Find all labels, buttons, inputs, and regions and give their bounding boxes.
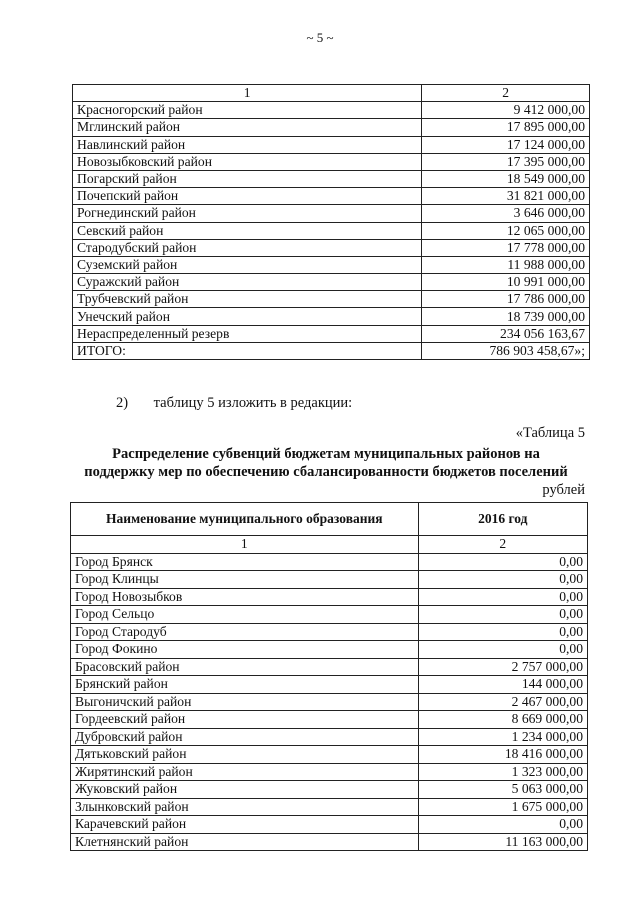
row-name: Город Брянск bbox=[71, 553, 419, 571]
row-value: 9 412 000,00 bbox=[422, 102, 590, 119]
instruction-line bbox=[116, 395, 352, 412]
row-value: 10 991 000,00 bbox=[422, 274, 590, 291]
row-name: Севский район bbox=[73, 222, 422, 239]
table-row bbox=[73, 256, 590, 273]
row-value: 0,00 bbox=[418, 588, 587, 606]
table-row bbox=[73, 153, 590, 170]
table-row bbox=[71, 606, 588, 624]
row-value: 31 821 000,00 bbox=[422, 188, 590, 205]
row-value: 0,00 bbox=[418, 553, 587, 571]
row-value: 2 757 000,00 bbox=[418, 658, 587, 676]
header-year: 2016 год bbox=[418, 503, 587, 536]
table-row bbox=[71, 571, 588, 589]
column-index-1: 1 bbox=[73, 85, 422, 102]
row-name: Город Сельцо bbox=[71, 606, 419, 624]
row-value: 1 234 000,00 bbox=[418, 728, 587, 746]
table-caption: «Таблица 5 bbox=[515, 425, 585, 441]
header-row bbox=[71, 503, 588, 536]
row-value: 0,00 bbox=[418, 623, 587, 641]
table-row bbox=[71, 588, 588, 606]
row-value: 12 065 000,00 bbox=[422, 222, 590, 239]
column-index-1: 1 bbox=[71, 536, 419, 554]
row-name: Город Новозыбков bbox=[71, 588, 419, 606]
table-row bbox=[71, 816, 588, 834]
row-value: 2 467 000,00 bbox=[418, 693, 587, 711]
column-index-2: 2 bbox=[422, 85, 590, 102]
table-row bbox=[71, 623, 588, 641]
row-name: Дятьковский район bbox=[71, 746, 419, 764]
table-title bbox=[56, 445, 596, 481]
row-value: 11 988 000,00 bbox=[422, 256, 590, 273]
table-row bbox=[71, 658, 588, 676]
row-name: Гордеевский район bbox=[71, 711, 419, 729]
row-value: 17 395 000,00 bbox=[422, 153, 590, 170]
row-name: Трубчевский район bbox=[73, 291, 422, 308]
table-row bbox=[71, 763, 588, 781]
row-value: 5 063 000,00 bbox=[418, 781, 587, 799]
row-name: Новозыбковский район bbox=[73, 153, 422, 170]
table-row bbox=[73, 342, 590, 359]
row-name: Дубровский район bbox=[71, 728, 419, 746]
table-row bbox=[73, 291, 590, 308]
table-row bbox=[71, 676, 588, 694]
table-row bbox=[71, 711, 588, 729]
row-name: Брасовский район bbox=[71, 658, 419, 676]
table-row bbox=[71, 798, 588, 816]
table-row bbox=[71, 833, 588, 851]
table-row bbox=[73, 136, 590, 153]
row-name: Суражский район bbox=[73, 274, 422, 291]
units-label: рублей bbox=[542, 482, 585, 498]
row-value: 18 739 000,00 bbox=[422, 308, 590, 325]
row-name: Жуковский район bbox=[71, 781, 419, 799]
column-index-row bbox=[73, 85, 590, 102]
row-value: 0,00 bbox=[418, 606, 587, 624]
table-row bbox=[73, 102, 590, 119]
table-row bbox=[73, 119, 590, 136]
table-row bbox=[73, 325, 590, 342]
row-value: 17 786 000,00 bbox=[422, 291, 590, 308]
instruction-number: 2) bbox=[116, 395, 129, 411]
row-value: 17 124 000,00 bbox=[422, 136, 590, 153]
subsidy-table-continued bbox=[72, 84, 590, 360]
table-row bbox=[73, 239, 590, 256]
row-value: 144 000,00 bbox=[418, 676, 587, 694]
row-name: Город Клинцы bbox=[71, 571, 419, 589]
table-row bbox=[73, 188, 590, 205]
table-row bbox=[73, 205, 590, 222]
row-name: Стародубский район bbox=[73, 239, 422, 256]
column-index-row bbox=[71, 536, 588, 554]
row-name: Почепский район bbox=[73, 188, 422, 205]
row-value: 234 056 163,67 bbox=[422, 325, 590, 342]
table-row bbox=[73, 274, 590, 291]
row-name: Навлинский район bbox=[73, 136, 422, 153]
row-value: 11 163 000,00 bbox=[418, 833, 587, 851]
row-value: 18 549 000,00 bbox=[422, 170, 590, 187]
table-row bbox=[71, 693, 588, 711]
row-value: 786 903 458,67»; bbox=[422, 342, 590, 359]
subsidy-distribution-table bbox=[70, 502, 588, 851]
row-name: Рогнединский район bbox=[73, 205, 422, 222]
table-title-line-1: Распределение субвенций бюджетам муниципальных районов на bbox=[112, 446, 540, 462]
row-name: Погарский район bbox=[73, 170, 422, 187]
row-value: 18 416 000,00 bbox=[418, 746, 587, 764]
row-value: 8 669 000,00 bbox=[418, 711, 587, 729]
row-name: Суземский район bbox=[73, 256, 422, 273]
table-row bbox=[73, 222, 590, 239]
table-row bbox=[73, 308, 590, 325]
column-index-2: 2 bbox=[418, 536, 587, 554]
row-name: Жирятинский район bbox=[71, 763, 419, 781]
table-row bbox=[71, 553, 588, 571]
header-name: Наименование муниципального образования bbox=[71, 503, 419, 536]
row-value: 0,00 bbox=[418, 641, 587, 659]
row-name: Брянский район bbox=[71, 676, 419, 694]
row-name: Нераспределенный резерв bbox=[73, 325, 422, 342]
row-value: 17 778 000,00 bbox=[422, 239, 590, 256]
row-name: ИТОГО: bbox=[73, 342, 422, 359]
page-number: ~ 5 ~ bbox=[306, 30, 334, 45]
row-value: 1 675 000,00 bbox=[418, 798, 587, 816]
row-name: Город Стародуб bbox=[71, 623, 419, 641]
table-row bbox=[71, 781, 588, 799]
row-value: 0,00 bbox=[418, 571, 587, 589]
row-name: Город Фокино bbox=[71, 641, 419, 659]
instruction-text: таблицу 5 изложить в редакции: bbox=[153, 395, 353, 411]
row-value: 1 323 000,00 bbox=[418, 763, 587, 781]
table-row bbox=[71, 641, 588, 659]
row-value: 17 895 000,00 bbox=[422, 119, 590, 136]
table-row bbox=[71, 728, 588, 746]
table-row bbox=[73, 170, 590, 187]
table-row bbox=[71, 746, 588, 764]
row-name: Карачевский район bbox=[71, 816, 419, 834]
row-name: Клетнянский район bbox=[71, 833, 419, 851]
row-name: Красногорский район bbox=[73, 102, 422, 119]
row-name: Злынковский район bbox=[71, 798, 419, 816]
table-title-line-2: поддержку мер по обеспечению сбалансированности бюджетов поселений bbox=[84, 464, 568, 480]
row-name: Выгоничский район bbox=[71, 693, 419, 711]
row-value: 0,00 bbox=[418, 816, 587, 834]
row-name: Мглинский район bbox=[73, 119, 422, 136]
row-value: 3 646 000,00 bbox=[422, 205, 590, 222]
row-name: Унечский район bbox=[73, 308, 422, 325]
